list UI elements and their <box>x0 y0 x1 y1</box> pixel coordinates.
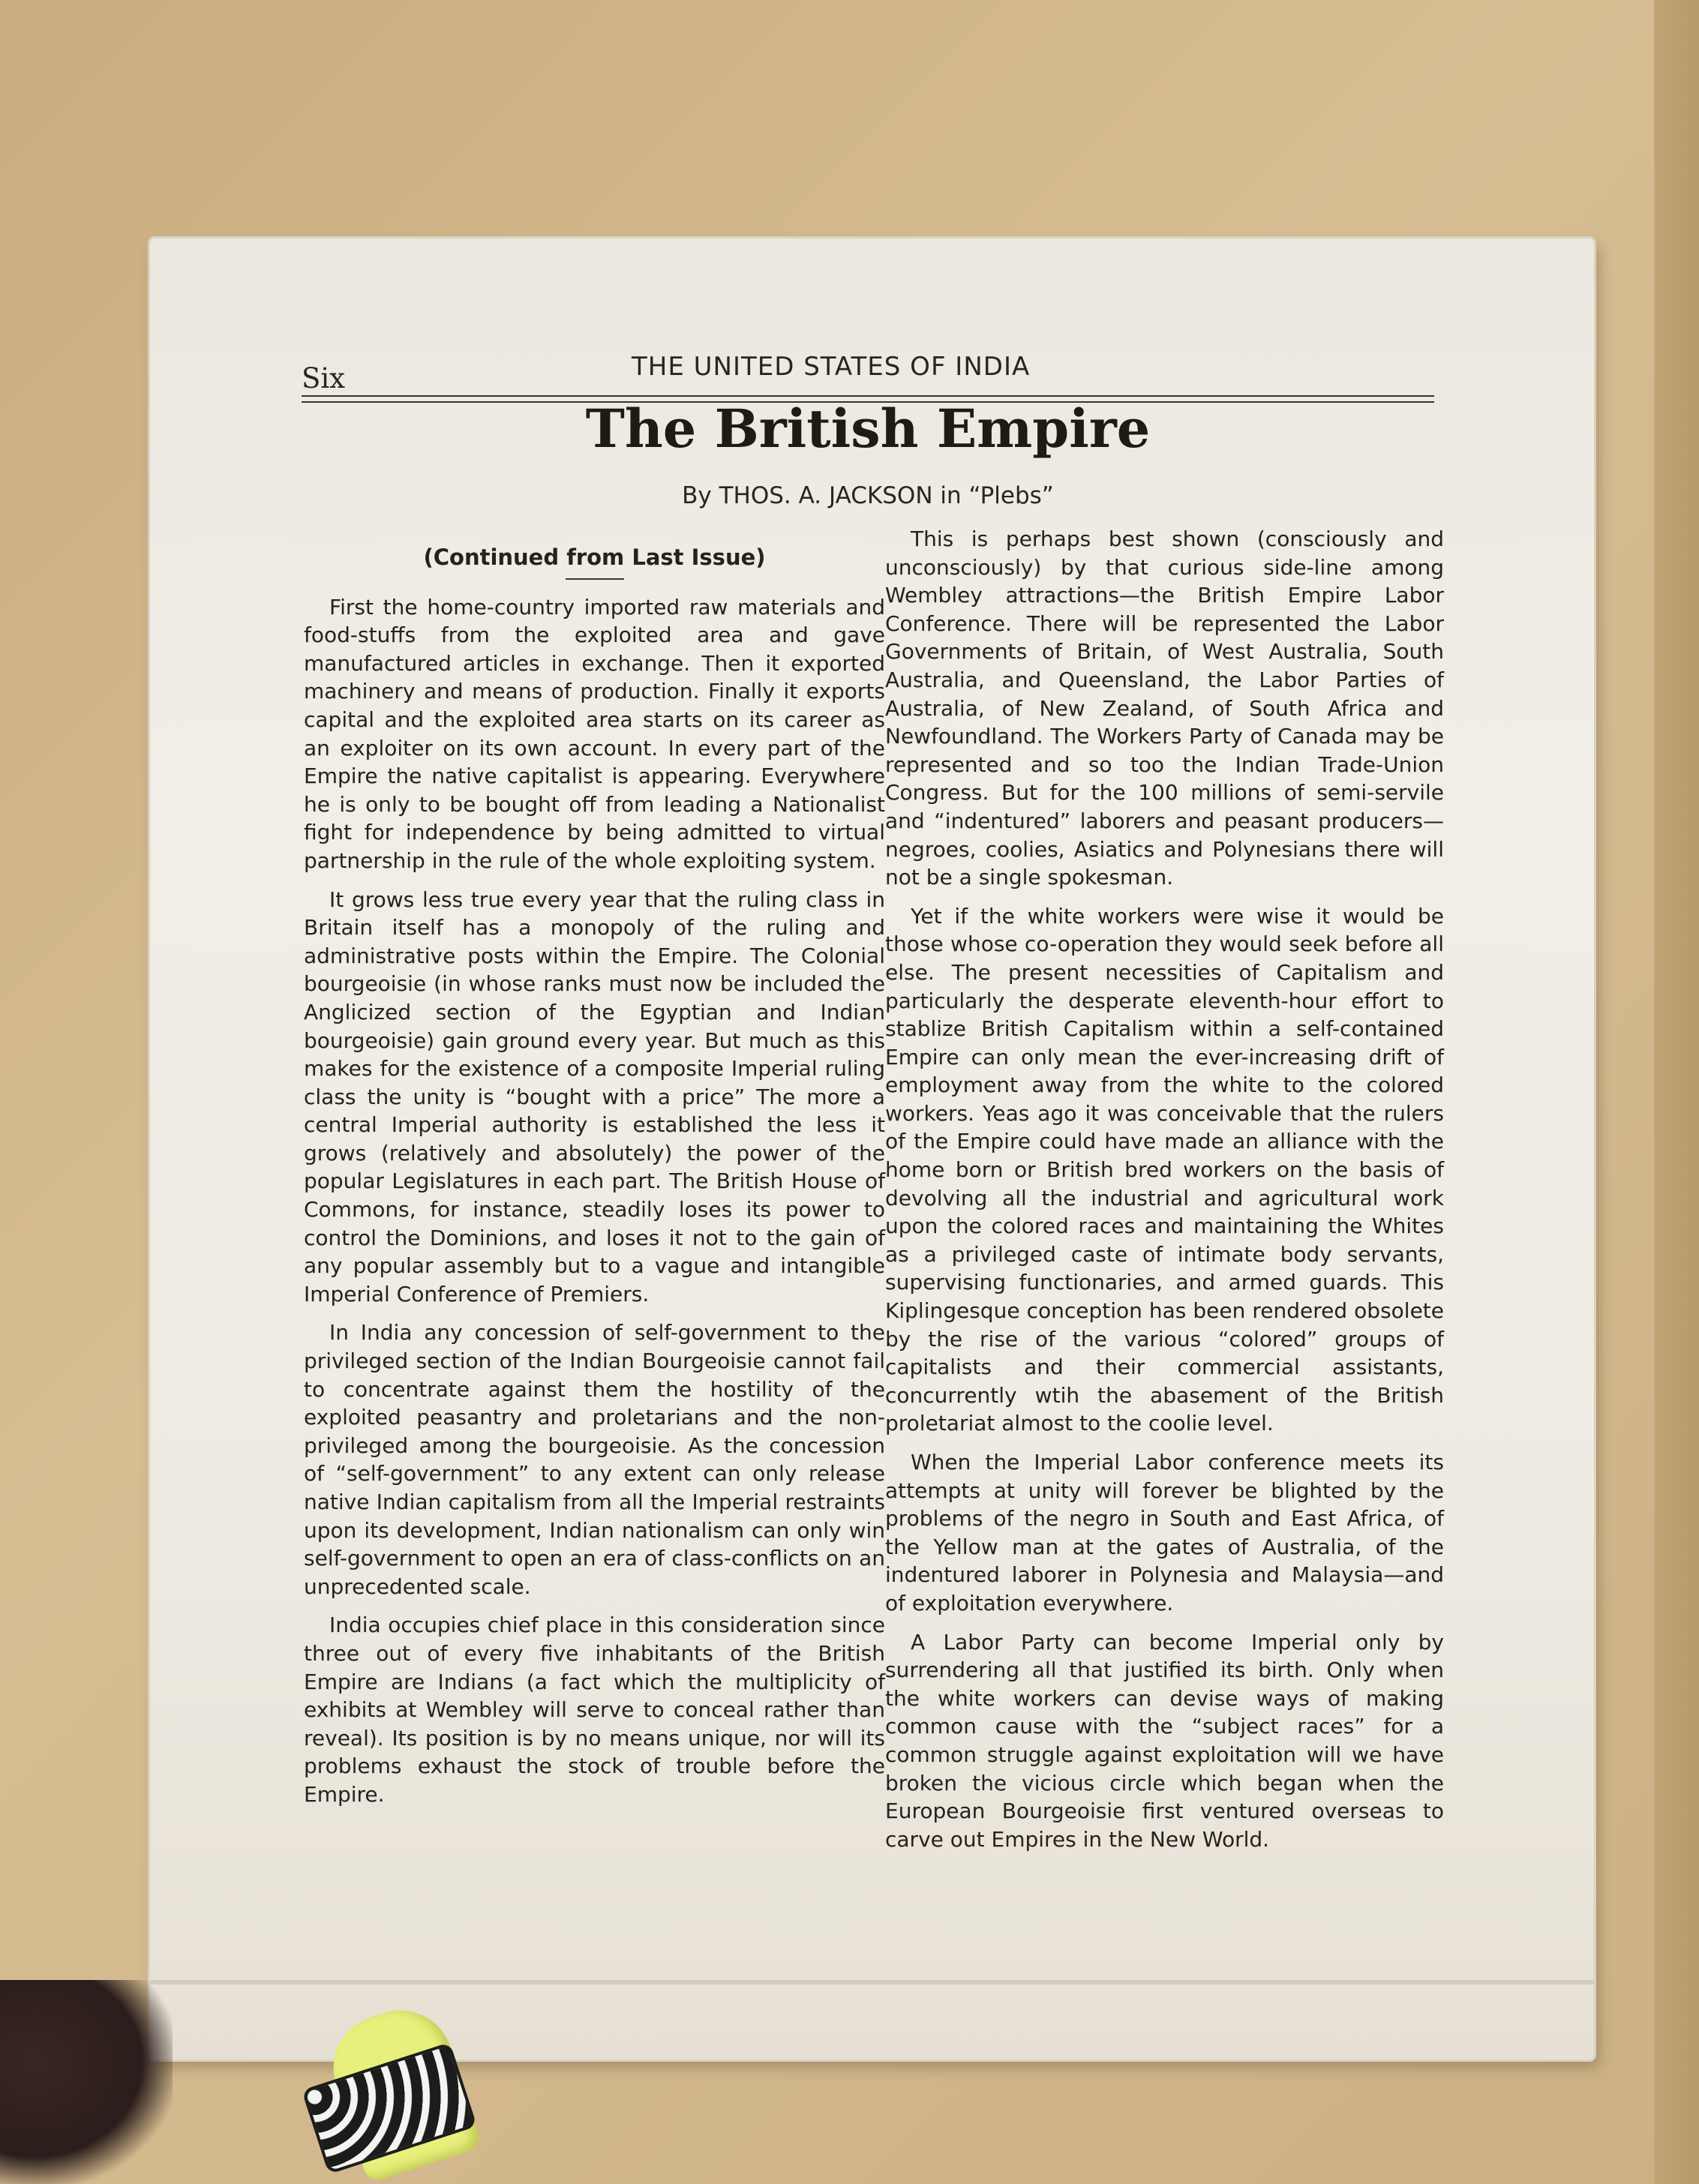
continued-note: (Continued from Last Issue) <box>423 544 766 570</box>
paragraph: A Labor Party can become Imperial only by surrendering all that justified its birth. Only when the white workers can devise ways of making common cause with the “subject races” for a common struggle against exploitation will we have broken the vicious circle which began when the European Bourgeoisie first ventured overseas to carve out Empires in the New World. <box>885 1629 1444 1852</box>
journal-title: THE UNITED STATES OF INDIA <box>632 352 1031 382</box>
paragraph: Yet if the white workers were wise it would be those whose co-operation they would seek before all else. The present necessities of Capitalism and particularly the desperate eleventh-hour effort to stablize British Capitalism within a self-contained Empire can only mean the ever-increasing drift of employment away from the white to the colored workers. Yeas ago it was conceivable that the rulers of the Empire could have made an alliance with the home born or British bred workers on the basis of devolving all the industrial and agricultural work upon the colored races and maintaining the Whites as a privileged caste of intimate body servants, supervising functionaries, and armed guards. This Kiplingesque conception has been rendered obsolete by the rise of the various “colored” groups of capitalists and their commercial assistants, concurrently wtih the abasement of the British proletariat almost to the coolie level. <box>885 903 1444 1436</box>
right-column <box>885 525 1444 1864</box>
paragraph: This is perhaps best shown (consciously and unconsciously) by that curious side-line among Wembley attractions—the British Empire Labor Conference. There will be represented the Labor Governments of Britain, of West Australia, South Australia, and Queensland, the Labor Parties of Australia, of New Zealand, of South Africa and Newfoundland. The Workers Party of Canada may be represented and so too the Indian Trade-Union Congress. But for the 100 millions of semi-servile and “indentured” laborers and peasant producers—negroes, coolies, Asiatics and Polynesians there will not be a single spokesman. <box>885 526 1444 890</box>
paragraph: India occupies chief place in this consideration since three out of every five inhabitants of the British Empire are Indians (a fact which the multiplicity of exhibits at Wembley will serve to conceal rather than reveal). Its position is by no means unique, nor will its problems exhaust the stock of trouble before the Empire. <box>304 1612 885 1807</box>
left-column <box>304 544 885 1820</box>
yellow-weight-object <box>296 2004 499 2184</box>
page-number: Six <box>302 362 346 394</box>
article-title: The British Empire <box>585 398 1151 460</box>
page-crease <box>150 1980 1594 1984</box>
short-rule <box>566 578 624 580</box>
hand-shadow <box>0 1980 173 2184</box>
paragraph: It grows less true every year that the ruling class in Britain itself has a monopoly of the ruling and administrative posts within the Empire. The Colonial bourgeoisie (in whose ranks must now be included the Anglicized section of the Egyptian and Indian bourgeoisie) gain ground every year. But much as this makes for the existence of a composite Imperial ruling class the unity is “bought with a price” The more a central Imperial authority is established the less it grows (relatively and absolutely) the power of the popular Legislatures in each part. The British House of Commons, for instance, steadily loses its power to control the Dominions, and loses it not to the gain of any popular assembly but to a vague and intangible Imperial Conference of Premiers. <box>304 886 885 1306</box>
paragraph: When the Imperial Labor conference meets its attempts at unity will forever be blighted by the problems of the negro in South and East Africa, of the Yellow man at the gates of Australia, of the indentured laborer in Polynesia and Malaysia—and of exploitation everywhere. <box>885 1450 1444 1616</box>
article-byline: By THOS. A. JACKSON in “Plebs” <box>682 482 1054 509</box>
board-edge <box>1654 0 1699 2184</box>
paragraph: In India any concession of self-government to the privileged section of the Indian Bourgeoisie cannot fail to concentrate against them the hostility of the exploited peasantry and proletarians and the non-privileged among the bourgeoisie. As the concession of “self-government” to any extent can only release native Indian capitalism from all the Imperial restraints upon its development, Indian nationalism can only win self-government to open an era of class-conflicts on an unprecedented scale. <box>304 1320 885 1599</box>
paragraph: First the home-country imported raw materials and food-stuffs from the exploited area and gave manufactured articles in exchange. Then it exported machinery and means of production. Finally it exports capital and the exploited area starts on its career as an exploiter on its own account. In every part of the Empire the native capitalist is appearing. Everywhere he is only to be bought off from leading a Nationalist fight for independence by being admitted to virtual partnership in the rule of the whole exploiting system. <box>304 594 885 873</box>
